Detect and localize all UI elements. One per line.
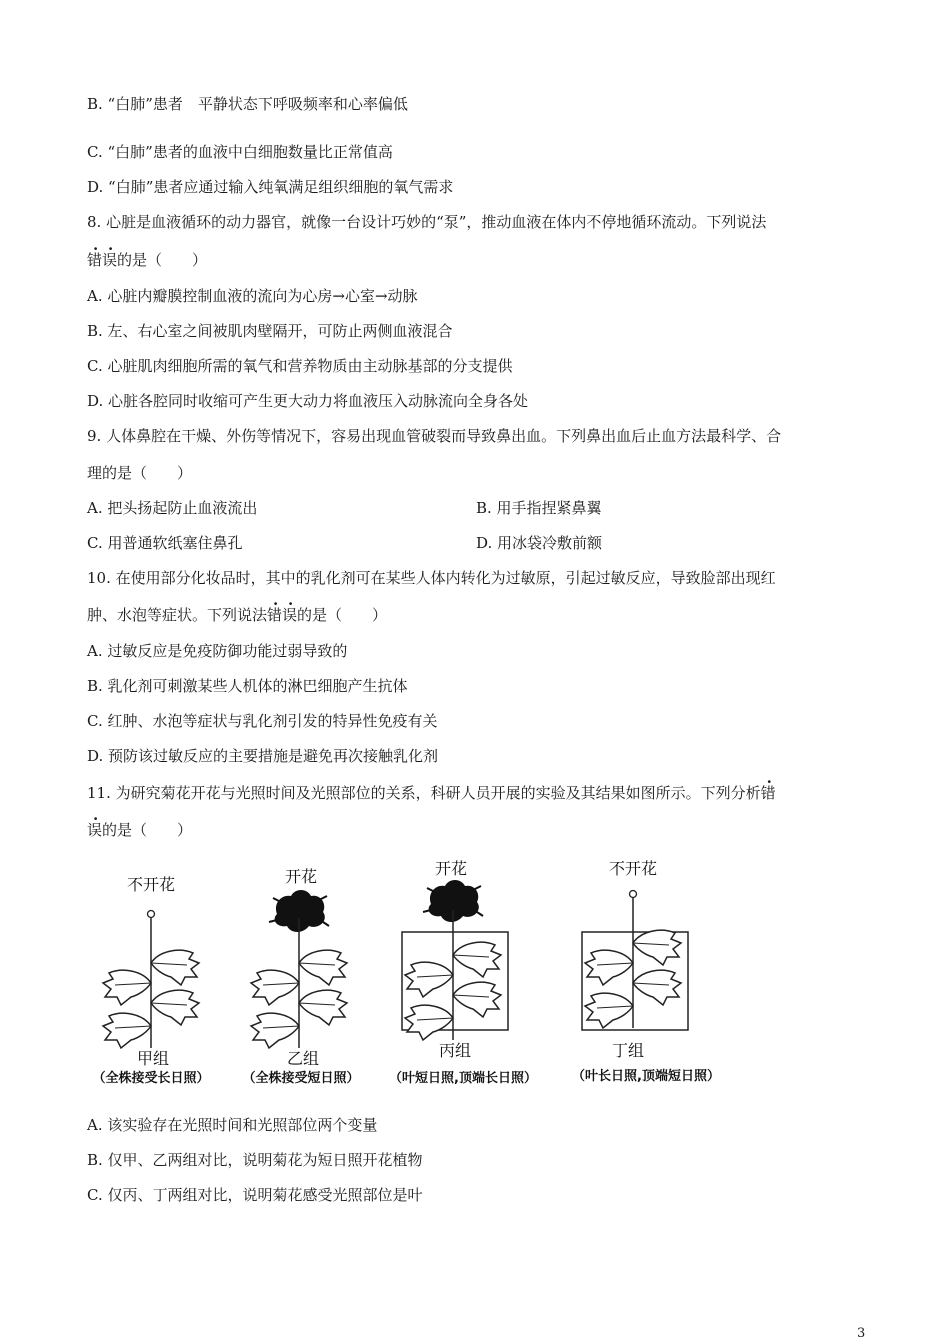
group-jia-name: 甲组 [136,1049,170,1068]
q9-option-d: D. 用冰袋冷敷前额 [476,534,603,552]
group-bing-condition: （叶短日照,顶端长日照） [389,1071,537,1086]
group-yi-result: 开花 [284,867,318,886]
q8-stem-line1: 8. 心脏是血液循环的动力器官，就像一台设计巧妙的“泵”，推动血液在体内不停地循环流动。下列说法 [87,213,767,231]
group-ding-result: 不开花 [608,859,658,878]
q9-stem-line1: 9. 人体鼻腔在干燥、外伤等情况下，容易出现血管破裂而导致鼻出血。下列鼻出血后止血方法最科学、合 [87,427,782,445]
q8-option-d: D. 心脏各腔同时收缩可产生更大动力将血液压入动脉流向全身各处 [87,392,529,410]
q9-option-b: B. 用手指捏紧鼻翼 [476,499,602,517]
emphasis-char: 误 [282,606,298,624]
q9-option-c: C. 用普通软纸塞住鼻孔 [87,534,243,552]
group-bing-name: 丙组 [438,1041,472,1060]
q8-stem-line2: 错误的是（ ） [87,251,208,269]
emphasis-char: 错 [267,606,283,624]
q11-option-a: A. 该实验存在光照时间和光照部位两个变量 [87,1116,378,1134]
q9-option-a: A. 把头扬起防止血液流出 [87,499,258,517]
q7-option-d: D. “白肺”患者应通过输入纯氧满足组织细胞的氧气需求 [87,178,454,196]
group-ding-name: 丁组 [611,1041,645,1060]
q8-option-a: A. 心脏内瓣膜控制血液的流向为心房→心室→动脉 [87,287,418,305]
q10-option-d: D. 预防该过敏反应的主要措施是避免再次接触乳化剂 [87,747,439,765]
group-jia-result: 不开花 [126,875,176,894]
q11-option-c: C. 仅丙、丁两组对比，说明菊花感受光照部位是叶 [87,1186,423,1204]
q7-option-b: B. “白肺”患者 平静状态下呼吸频率和心率偏低 [87,95,408,113]
group-jia-condition: （全株接受长日照） [92,1071,210,1086]
q10-stem-line2: 肿、水泡等症状。下列说法错误的是（ ） [87,606,388,624]
group-jia-plant [103,911,199,1049]
group-yi-name: 乙组 [286,1049,320,1068]
q8-option-b: B. 左、右心室之间被肌肉壁隔开，可防止两侧血液混合 [87,322,453,340]
q11-option-b: B. 仅甲、乙两组对比，说明菊花为短日照开花植物 [87,1151,423,1169]
q11-stem-line1: 11. 为研究菊花开花与光照时间及光照部位的关系，科研人员开展的实验及其结果如图所示。下列分析错 [87,784,776,802]
group-bing-plant [402,880,508,1040]
q8-option-c: C. 心脏肌肉细胞所需的氧气和营养物质由主动脉基部的分支提供 [87,357,513,375]
q10-option-c: C. 红肿、水泡等症状与乳化剂引发的特异性免疫有关 [87,712,438,730]
q11-stem-line2: 误的是（ ） [87,821,193,839]
emphasis-char: 错 [87,251,103,269]
group-bing-result: 开花 [434,859,468,878]
chrysanthemum-experiment-figure [88,852,748,1097]
q7-option-c: C. “白肺”患者的血液中白细胞数量比正常值高 [87,143,393,161]
emphasis-char: 误 [87,821,103,839]
q10-stem-line1: 10. 在使用部分化妆品时，其中的乳化剂可在某些人体内转化为过敏原，引起过敏反应，导致脸部出现红 [87,569,776,587]
group-yi-condition: （全株接受短日照） [242,1071,360,1086]
q9-stem-line2: 理的是（ ） [87,464,193,482]
group-ding-condition: （叶长日照,顶端短日照） [572,1069,720,1084]
q10-option-b: B. 乳化剂可刺激某些人机体的淋巴细胞产生抗体 [87,677,408,695]
page-number: 3 [857,1326,866,1341]
emphasis-char: 错 [760,784,776,802]
q10-option-a: A. 过敏反应是免疫防御功能过弱导致的 [87,642,348,660]
group-yi-plant [251,890,347,1048]
group-ding-plant [582,891,688,1031]
emphasis-char: 误 [102,251,118,269]
